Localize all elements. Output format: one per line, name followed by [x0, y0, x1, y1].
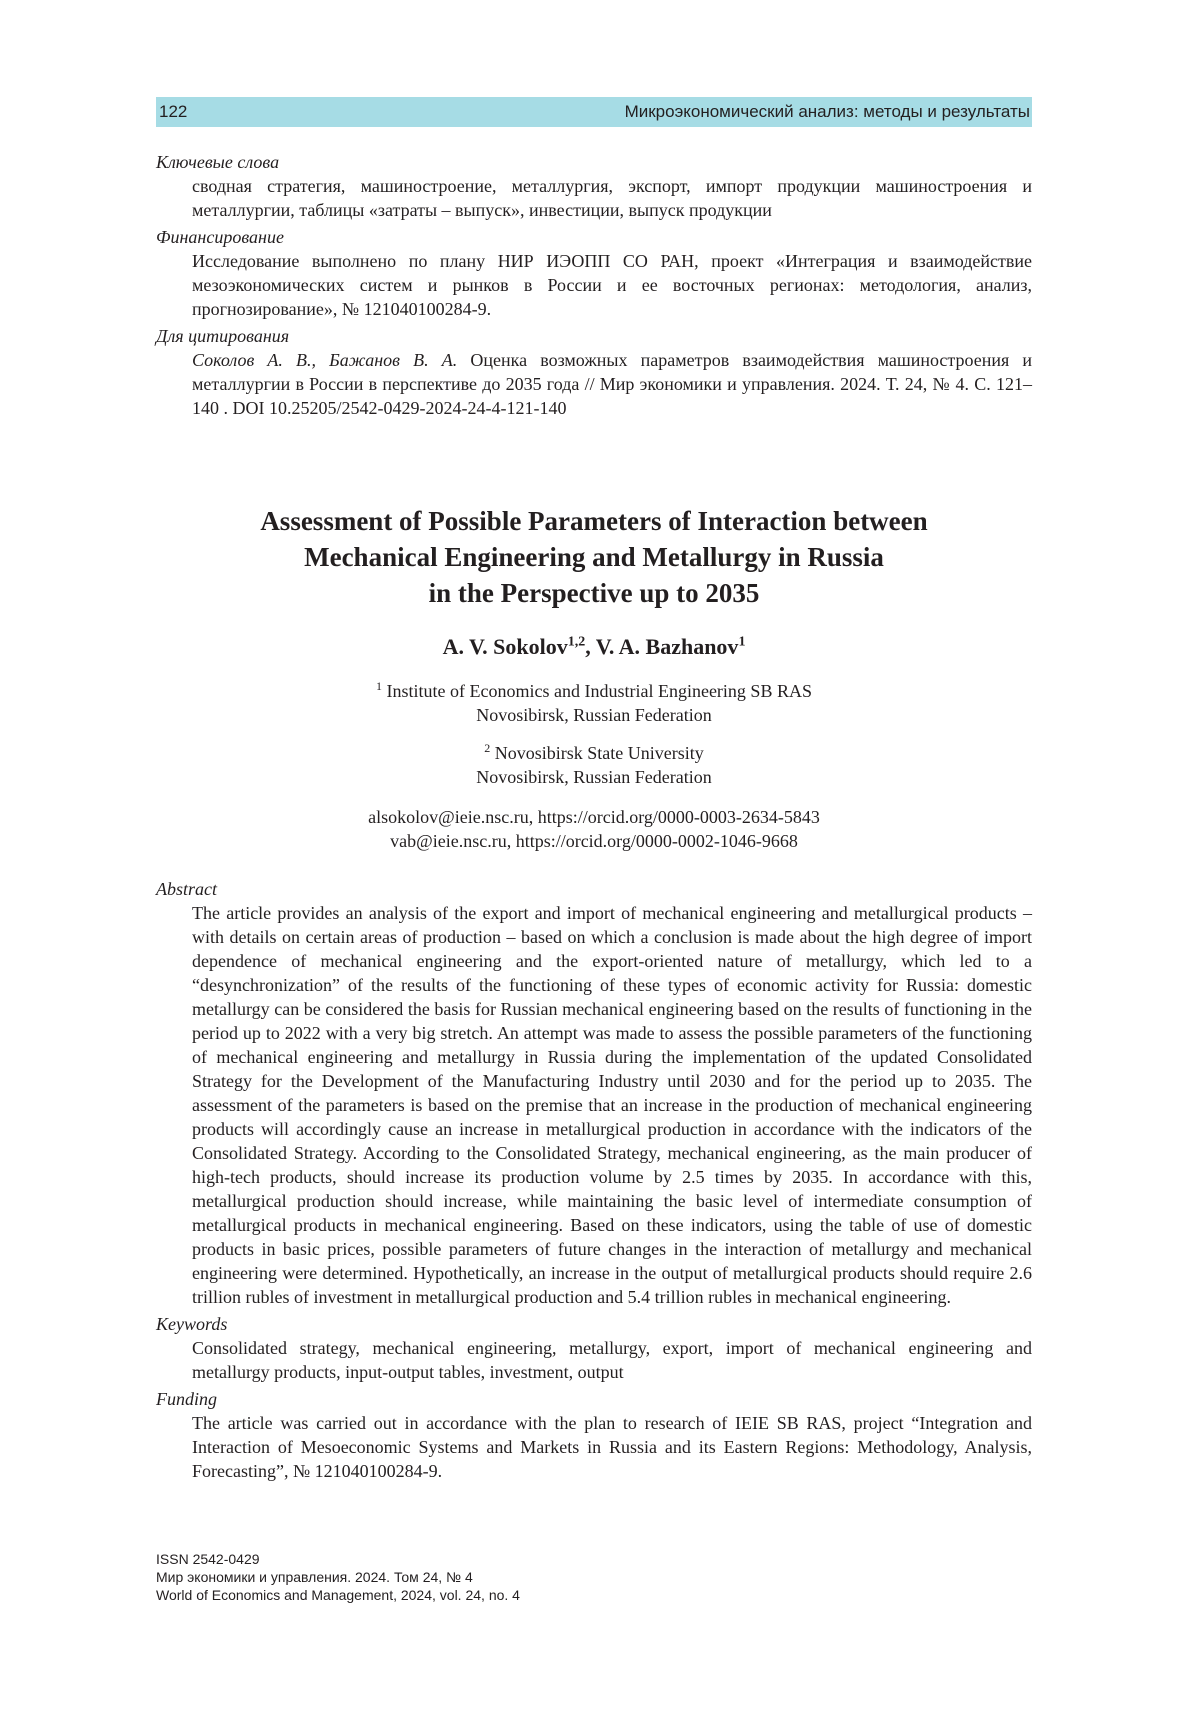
paper-title-line: Assessment of Possible Parameters of Interaction between: [260, 506, 928, 536]
author-contacts: [156, 805, 1032, 853]
ru-citation-label: Для цитирования: [156, 326, 290, 346]
author-contact: vab@ieie.nsc.ru, https://orcid.org/0000-0002-1046-9668: [390, 831, 798, 851]
ru-citation-authors: Соколов А. В., Бажанов В. А.: [192, 350, 458, 370]
ru-funding-label: Финансирование: [156, 227, 284, 247]
running-header: [156, 97, 1032, 127]
ru-keywords-text: сводная стратегия, машиностроение, металлургия, экспорт, импорт продукции машиностроения и металлургии, таблицы «затраты – выпуск», инвестиции, выпуск продукции: [192, 176, 1032, 220]
english-abstract-block: [156, 877, 1032, 1483]
affiliation-name: Novosibirsk State University: [494, 743, 704, 763]
author-name: A. V. Sokolov: [442, 634, 568, 659]
author-name: V. A. Bazhanov: [595, 634, 739, 659]
author-contact: alsokolov@ieie.nsc.ru, https://orcid.org/0000-0003-2634-5843: [368, 807, 820, 827]
abstract-label: Abstract: [156, 879, 217, 899]
affiliation-mark: 1: [376, 679, 383, 693]
en-funding-label: Funding: [156, 1389, 217, 1409]
ru-citation-text: Оценка возможных параметров взаимодействия машиностроения и металлургии в России в перспективе до 2035 года // Мир экономики и управления. 2024. Т. 24, № 4. С. 121–140 . DOI 10.25205/2542-0429-2024-24-4-121-140: [192, 350, 1033, 418]
affiliation-2: [156, 741, 1032, 789]
ru-keywords-label: Ключевые слова: [156, 152, 280, 172]
paper-title: [156, 503, 1032, 611]
authors-line: [156, 633, 1032, 661]
affiliation-city: Novosibirsk, Russian Federation: [476, 767, 712, 787]
author-affiliation-mark: 1,2: [567, 634, 586, 650]
paper-title-line: in the Perspective up to 2035: [428, 578, 760, 608]
affiliation-city: Novosibirsk, Russian Federation: [476, 705, 712, 725]
affiliation-1: [156, 679, 1032, 727]
paper-title-line: Mechanical Engineering and Metallurgy in Russia: [304, 542, 884, 572]
en-funding-text: The article was carried out in accordance with the plan to research of IEIE SB RAS, project “Integration and Interaction of Mesoeconomic Systems and Markets in Russia and its Eastern Regions: Methodology, Analysis, Forecasting”, № 121040100284-9.: [192, 1413, 1032, 1481]
ru-funding-text: Исследование выполнено по плану НИР ИЭОПП СО РАН, проект «Интеграция и взаимодействие мезоэкономических систем и рынков в России и ее восточных регионах: методология, анализ, прогнозирование», № 121040100284-9.: [192, 251, 1032, 319]
affiliation-mark: 2: [484, 741, 491, 755]
author-separator: ,: [585, 634, 596, 659]
footer-journal-ru: Мир экономики и управления. 2024. Том 24, № 4: [156, 1569, 473, 1585]
ru-citation: [192, 348, 1032, 420]
author-affiliation-mark: 1: [738, 634, 746, 650]
russian-metadata: [156, 150, 1032, 420]
page-number: 122: [159, 102, 188, 121]
english-title-block: [156, 503, 1032, 853]
en-keywords-text: Consolidated strategy, mechanical engineering, metallurgy, export, import of mechanical engineering and metallurgy products, input-output tables, investment, output: [192, 1338, 1032, 1382]
footer-issn: ISSN 2542-0429: [156, 1551, 260, 1567]
abstract-text: The article provides an analysis of the export and import of mechanical engineering and metallurgical products – with details on certain areas of production – based on which a conclusion is made about the high degree of import dependence of mechanical engineering and the export-oriented nature of metallurgy, which led to a “desynchronization” of the results of the functioning of these types of economic activity for Russia: domestic metallurgy can be considered the basis for Russian mechanical engineering based on the results of functioning in the period up to 2022 with a very big stretch. An attempt was made to assess the possible parameters of the functioning of mechanical engineering and metallurgy in Russia during the implementation of the updated Consolidated Strategy for the Development of the Manufacturing Industry until 2030 and for the period up to 2035. The assessment of the parameters is based on the premise that an increase in the production of mechanical engineering products will accordingly cause an increase in metallurgical production in accordance with the indicators of the Consolidated Strategy. According to the Consolidated Strategy, mechanical engineering, as the main producer of high-tech products, should increase its production volume by 2.5 times by 2035. In accordance with this, metallurgical production should increase, while maintaining the basic level of intermediate consumption of metallurgical products in mechanical engineering. Based on these indicators, using the table of use of domestic products in basic prices, possible parameters of future changes in the interaction of metallurgy and mechanical engineering were determined. Hypothetically, an increase in the output of metallurgical products should require 2.6 trillion rubles of investment in metallurgical production and 5.4 trillion rubles in mechanical engineering.: [192, 903, 1032, 1307]
en-keywords-label: Keywords: [156, 1314, 228, 1334]
affiliation-name: Institute of Economics and Industrial Engineering SB RAS: [386, 681, 812, 701]
footer-journal-en: World of Economics and Management, 2024, vol. 24, no. 4: [156, 1587, 520, 1603]
running-title: Микроэкономический анализ: методы и результаты: [624, 102, 1030, 121]
page-footer: [156, 1550, 520, 1604]
